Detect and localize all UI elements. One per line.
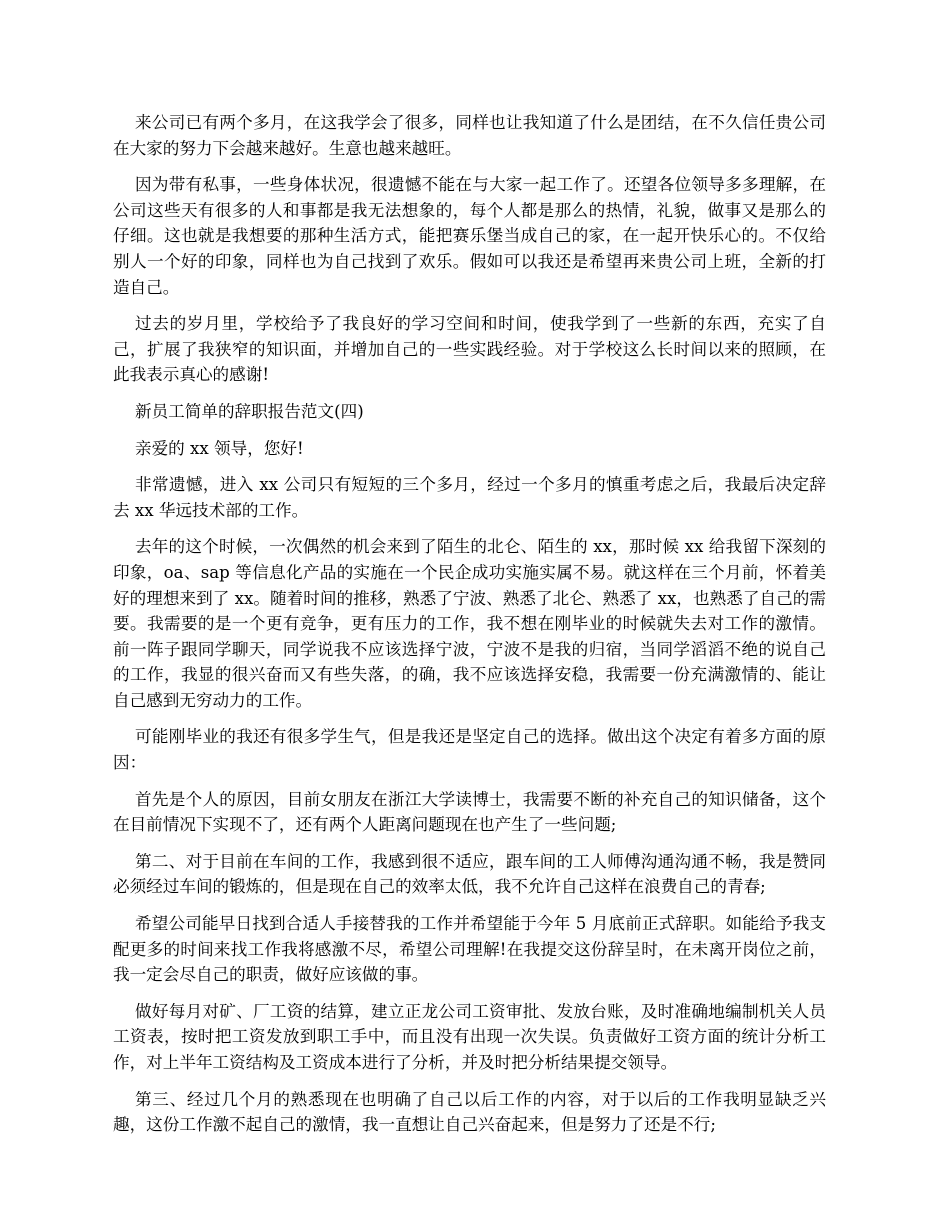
paragraph: 第二、对于目前在车间的工作，我感到很不适应，跟车间的工人师傅沟通沟通不畅，我是赞同必须经过车间的锻炼的，但是现在自己的效率太低，我不允许自己这样在浪费自己的青春;	[113, 851, 826, 897]
paragraph: 来公司已有两个多月，在这我学会了很多，同样也让我知道了什么是团结，在不久信任贵公司在大家的努力下会越来越好。生意也越来越旺。	[113, 113, 826, 158]
paragraph: 非常遗憾，进入 xx 公司只有短短的三个多月，经过一个多月的慎重考虑之后，我最后决定辞去 xx 华远技术部的工作。	[113, 475, 826, 520]
paragraph: 过去的岁月里，学校给予了我良好的学习空间和时间，使我学到了一些新的东西，充实了自己，扩展了我狭窄的知识面，并增加自己的一些实践经验。对于学校这么长时间以来的照顾，在此我表示真心的感谢!	[113, 314, 826, 385]
paragraph: 首先是个人的原因，目前女朋友在浙江大学读博士，我需要不断的补充自己的知识储备，这个在目前情况下实现不了，还有两个人距离问题现在也产生了一些问题;	[113, 789, 826, 835]
paragraph: 做好每月对矿、厂工资的结算，建立正龙公司工资审批、发放台账，及时准确地编制机关人员工资表，按时把工资发放到职工手中，而且没有出现一次失误。负责做好工资方面的统计分析工作，对上半年工资结构及工资成本进行了分析，并及时把分析结果提交领导。	[113, 1001, 826, 1072]
paragraph: 第三、经过几个月的熟悉现在也明确了自己以后工作的内容，对于以后的工作我明显缺乏兴趣，这份工作激不起自己的激情，我一直想让自己兴奋起来，但是努力了还是不行;	[113, 1089, 826, 1135]
paragraph: 因为带有私事，一些身体状况，很遗憾不能在与大家一起工作了。还望各位领导多多理解，在公司这些天有很多的人和事都是我无法想象的，每个人都是那么的热情，礼貌，做事又是那么的仔细。这也就是我想要的那种生活方式，能把赛乐堡当成自己的家，在一起开快乐心的。不仅给别人一个好的印象，同样也为自己找到了欢乐。假如可以我还是希望再来贵公司上班，全新的打造自己。	[113, 175, 826, 297]
paragraph: 希望公司能早日找到合适人手接替我的工作并希望能于今年 5 月底前正式辞职。如能给予我支配更多的时间来找工作我将感激不尽，希望公司理解!在我提交这份辞呈时，在未离开岗位之前，我一定会尽自己的职责，做好应该做的事。	[113, 914, 826, 985]
paragraph: 去年的这个时候，一次偶然的机会来到了陌生的北仑、陌生的 xx，那时候 xx 给我留下深刻的印象，oa、sap 等信息化产品的实施在一个民企成功实施实属不易。就这样在三个月前，怀着美好的理想来到了 xx。随着时间的推移，熟悉了宁波、熟悉了北仑、熟悉了 xx，也熟悉了自己的需要。我需要的是一个更有竞争，更有压力的工作，我不想在刚毕业的时候就失去对工作的激情。前一阵子跟同学聊天，同学说我不应该选择宁波，宁波不是我的归宿，当同学滔滔不绝的说自己的工作，我显的很兴奋而又有些失落，的确，我不应该选择安稳，我需要一份充满激情的、能让自己感到无穷动力的工作。	[113, 537, 826, 710]
document-body	[113, 110, 826, 1149]
paragraph: 可能刚毕业的我还有很多学生气，但是我还是坚定自己的选择。做出这个决定有着多方面的原因：	[113, 727, 826, 773]
section-title: 新员工简单的辞职报告范文(四)	[135, 401, 364, 421]
salutation: 亲爱的 xx 领导，您好!	[135, 438, 304, 458]
